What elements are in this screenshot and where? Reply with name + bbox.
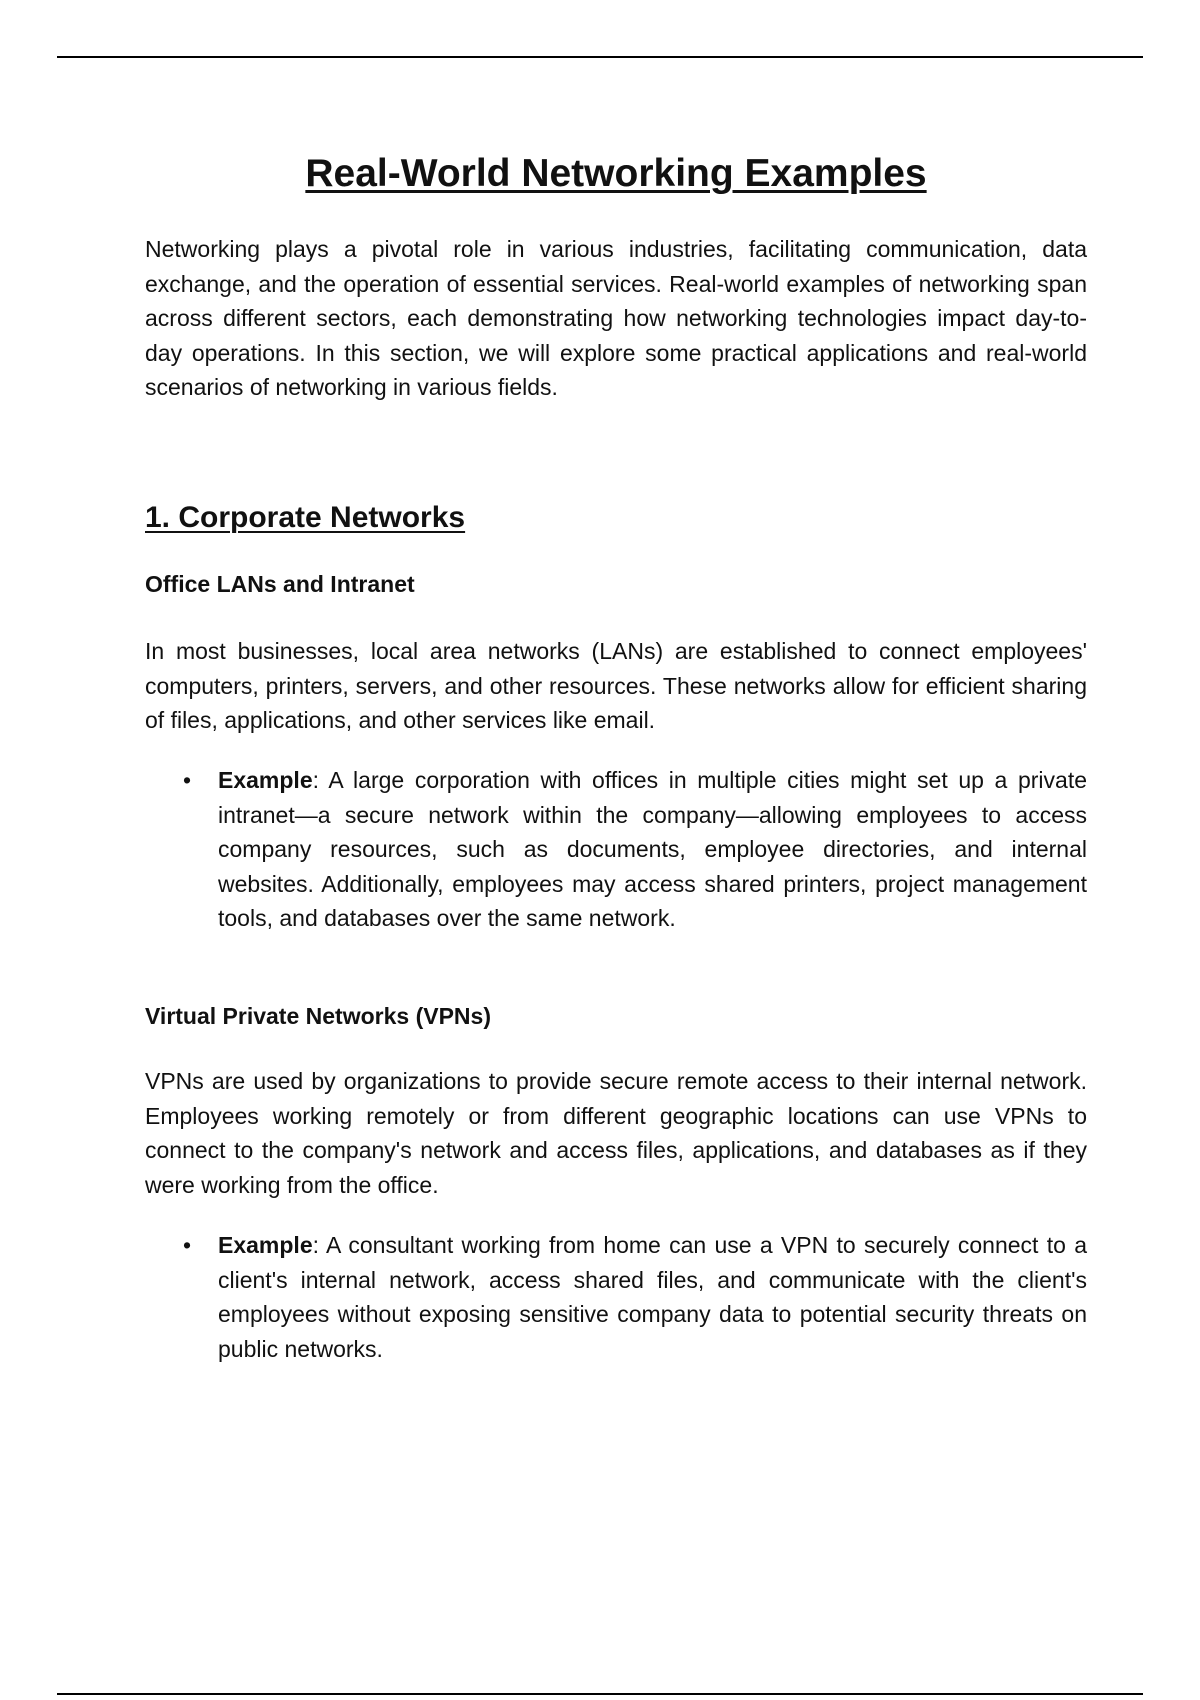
example-text: : A consultant working from home can use a VPN to securely connect to a client's internal network, access shared files, and communicate with the client's employees without exposing sensitive company data to potential security threats on public networks. [218,1232,1087,1362]
example-paragraph [218,763,1087,936]
section-heading-corporate-networks: 1. Corporate Networks [145,501,466,534]
example-label: Example [218,1232,313,1258]
bullet-icon: • [183,767,192,793]
footer-rule [57,1693,1143,1695]
example-paragraph [218,1228,1087,1366]
page-title [145,148,1087,200]
bullet-icon: • [183,1232,192,1258]
example-text: : A large corporation with offices in multiple cities might set up a private intranet—a secure network within the company—allowing employees to access company resources, such as documents, employee directories, and internal websites. Additionally, employees may access shared printers, project management tools, and databases over the same network. [218,767,1087,931]
vpns-paragraph: VPNs are used by organizations to provide secure remote access to their internal network. Employees working remotely or from different geographic locations can use VPNs to connect to the company's network and access files, applications, and databases as if they were working from the office. [145,1068,1087,1198]
office-lans-paragraph: In most businesses, local area networks (LANs) are established to connect employees' computers, printers, servers, and other resources. These networks allow for efficient sharing of files, applications, and other services like email. [145,638,1087,733]
page-title-text: Real-World Networking Examples [305,152,927,195]
subheading-vpns: Virtual Private Networks (VPNs) [145,1003,491,1029]
header-rule [57,56,1143,58]
intro-paragraph: Networking plays a pivotal role in various industries, facilitating communication, data exchange, and the operation of essential services. Real-world examples of networking span across different sectors, each demonstrating how networking technologies impact day-to-day operations. In this section, we will explore some practical applications and real-world scenarios of networking in various fields. [145,236,1087,400]
subheading-office-lans: Office LANs and Intranet [145,571,415,597]
example-label: Example [218,767,313,793]
